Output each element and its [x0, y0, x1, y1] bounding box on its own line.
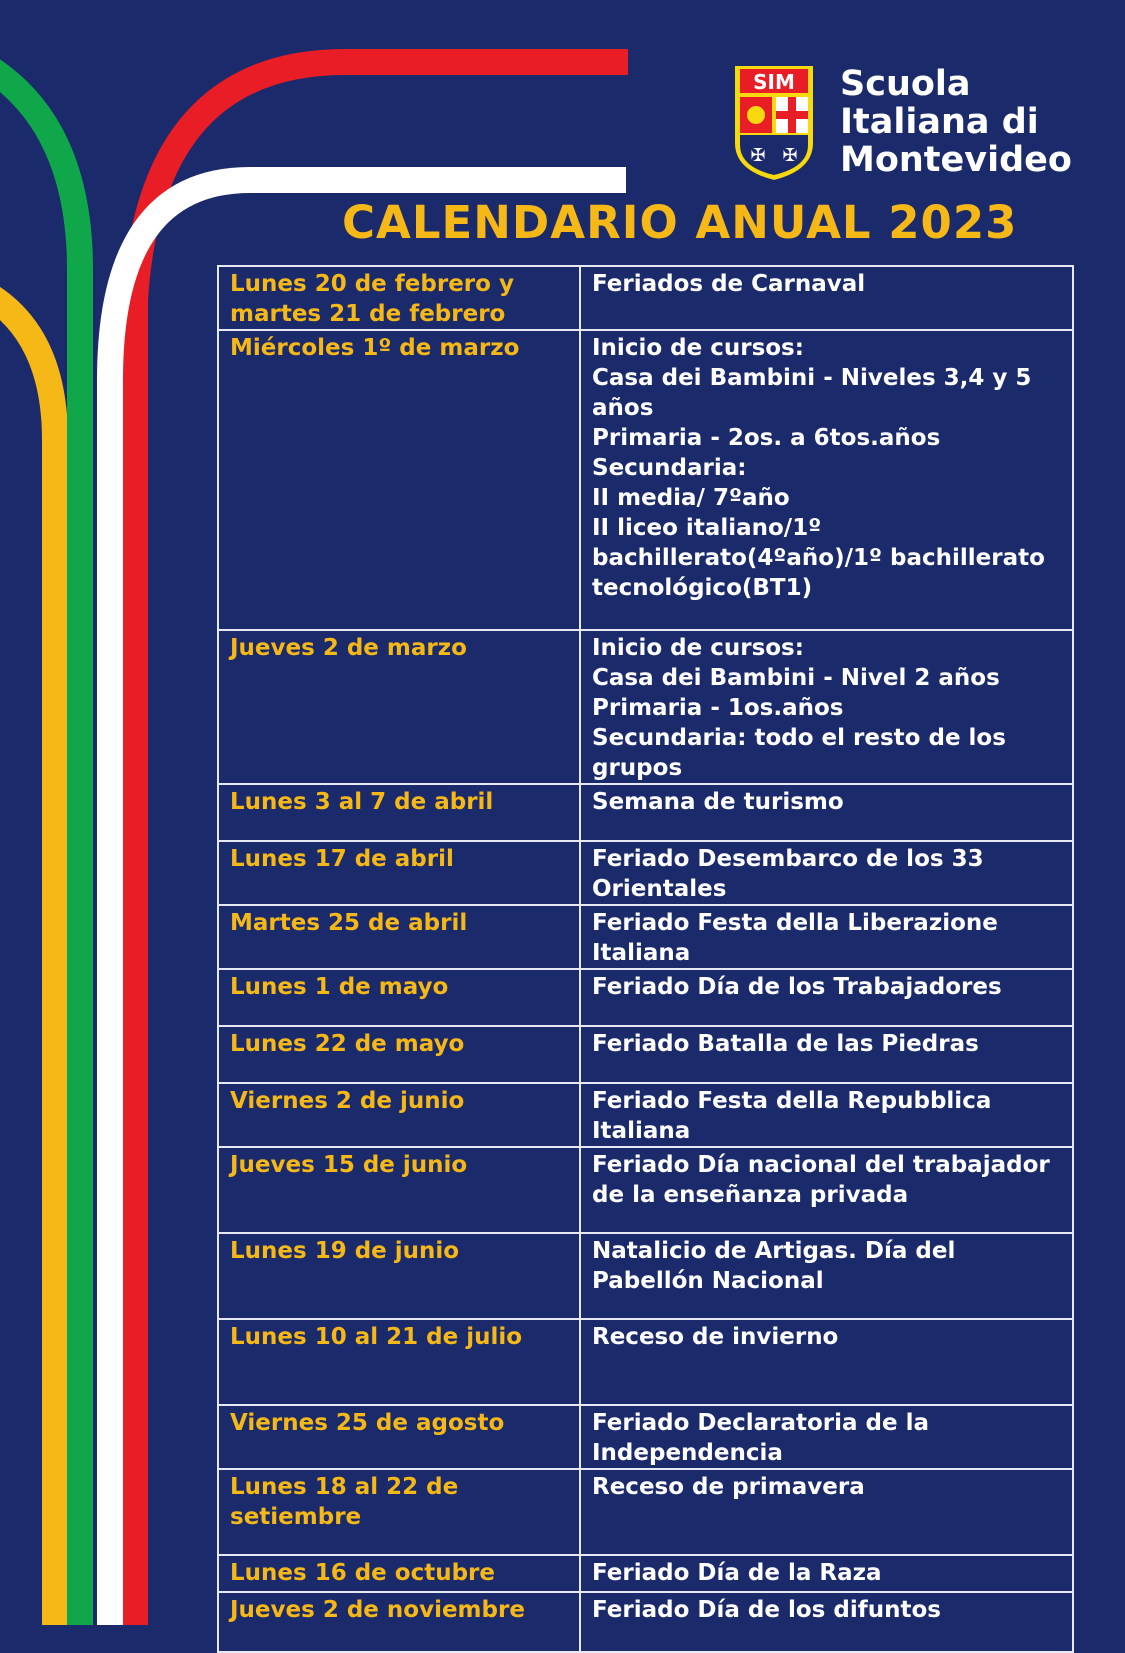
event-line: Feriado Día de la Raza	[592, 1560, 882, 1586]
date-cell	[218, 969, 580, 1026]
date-line: Lunes 22 de mayo	[230, 1031, 465, 1057]
event-line: Italiana	[592, 1118, 691, 1144]
event-cell	[580, 1319, 1073, 1405]
event-line: II liceo italiano/1º	[592, 515, 822, 541]
date-cell	[218, 1555, 580, 1592]
date-line: Jueves 15 de junio	[230, 1152, 468, 1178]
school-name	[840, 65, 1072, 179]
event-cell	[580, 905, 1073, 969]
date-line: Miércoles 1º de marzo	[230, 335, 520, 361]
date-line: Viernes 25 de agosto	[230, 1410, 505, 1436]
event-line: Casa dei Bambini - Niveles 3,4 y 5	[592, 365, 1032, 391]
date-cell	[218, 1469, 580, 1555]
event-line: Secundaria:	[592, 455, 747, 481]
event-line: grupos	[592, 755, 683, 781]
event-line: Feriado Desembarco de los 33	[592, 846, 984, 872]
event-line: Feriados de Carnaval	[592, 271, 866, 297]
event-cell	[580, 1147, 1073, 1233]
date-line: martes 21 de febrero	[230, 301, 506, 327]
event-line: Casa dei Bambini - Nivel 2 años	[592, 665, 1000, 691]
event-cell	[580, 1233, 1073, 1319]
date-line: Lunes 1 de mayo	[230, 974, 449, 1000]
table-row	[218, 1233, 1073, 1319]
event-cell	[580, 1083, 1073, 1147]
date-line: Lunes 20 de febrero y	[230, 271, 514, 297]
table-row	[218, 266, 1073, 330]
svg-text:✠: ✠	[782, 145, 798, 166]
yellow-stripe	[0, 290, 55, 1625]
event-cell	[580, 330, 1073, 630]
event-line: de la enseñanza privada	[592, 1182, 909, 1208]
date-line: Lunes 10 al 21 de julio	[230, 1324, 523, 1350]
date-line: Lunes 18 al 22 de	[230, 1474, 459, 1500]
date-cell	[218, 330, 580, 630]
event-cell	[580, 969, 1073, 1026]
event-cell	[580, 1026, 1073, 1083]
event-line: tecnológico(BT1)	[592, 575, 813, 601]
event-cell	[580, 1592, 1073, 1652]
table-row	[218, 905, 1073, 969]
table-row	[218, 1405, 1073, 1469]
event-line: Primaria - 2os. a 6tos.años	[592, 425, 941, 451]
logo-badge-text: SIM	[753, 70, 795, 94]
event-line: Inicio de cursos:	[592, 635, 804, 661]
event-cell	[580, 1469, 1073, 1555]
event-line: II media/ 7ºaño	[592, 485, 790, 511]
event-line: Receso de primavera	[592, 1474, 865, 1500]
event-line: Secundaria: todo el resto de los	[592, 725, 1006, 751]
date-cell	[218, 630, 580, 784]
event-line: Receso de invierno	[592, 1324, 839, 1350]
table-row	[218, 969, 1073, 1026]
event-line: Inicio de cursos:	[592, 335, 804, 361]
date-cell	[218, 1083, 580, 1147]
date-cell	[218, 1233, 580, 1319]
school-name-line-3: Montevideo	[840, 140, 1072, 180]
date-line: setiembre	[230, 1504, 362, 1530]
table-row	[218, 1319, 1073, 1405]
calendar-table	[217, 265, 1074, 1653]
table-row	[218, 1147, 1073, 1233]
date-line: Lunes 19 de junio	[230, 1238, 460, 1264]
school-crest-icon	[732, 63, 816, 183]
event-line: Feriado Día de los Trabajadores	[592, 974, 1002, 1000]
date-cell	[218, 1147, 580, 1233]
event-line: Primaria - 1os.años	[592, 695, 844, 721]
date-cell	[218, 1026, 580, 1083]
calendar-body	[218, 266, 1073, 1652]
event-cell	[580, 630, 1073, 784]
date-cell	[218, 841, 580, 905]
school-name-line-1: Scuola	[840, 64, 971, 104]
table-row	[218, 1592, 1073, 1652]
date-cell	[218, 1319, 580, 1405]
event-line: Pabellón Nacional	[592, 1268, 824, 1294]
event-line: bachillerato(4ºaño)/1º bachillerato	[592, 545, 1045, 571]
event-line: Feriado Declaratoria de la	[592, 1410, 930, 1436]
date-line: Lunes 3 al 7 de abril	[230, 789, 494, 815]
date-cell	[218, 905, 580, 969]
event-cell	[580, 1555, 1073, 1592]
date-line: Martes 25 de abril	[230, 910, 468, 936]
event-line: Natalicio de Artigas. Día del	[592, 1238, 956, 1264]
event-cell	[580, 266, 1073, 330]
event-line: Feriado Día nacional del trabajador	[592, 1152, 1050, 1178]
event-line: años	[592, 395, 654, 421]
event-line: Orientales	[592, 876, 727, 902]
svg-text:✠: ✠	[750, 145, 766, 166]
date-cell	[218, 784, 580, 841]
date-cell	[218, 1592, 580, 1652]
date-line: Jueves 2 de marzo	[230, 635, 467, 661]
school-logo	[732, 63, 1112, 183]
event-line: Feriado Festa della Liberazione	[592, 910, 998, 936]
table-row	[218, 1083, 1073, 1147]
date-line: Lunes 17 de abril	[230, 846, 454, 872]
date-cell	[218, 266, 580, 330]
event-line: Feriado Festa della Repubblica	[592, 1088, 992, 1114]
table-row	[218, 841, 1073, 905]
event-cell	[580, 841, 1073, 905]
date-line: Viernes 2 de junio	[230, 1088, 465, 1114]
event-cell	[580, 784, 1073, 841]
table-row	[218, 784, 1073, 841]
event-line: Independencia	[592, 1440, 783, 1466]
table-row	[218, 1469, 1073, 1555]
event-line: Semana de turismo	[592, 789, 844, 815]
event-line: Feriado Día de los difuntos	[592, 1597, 941, 1623]
table-row	[218, 1026, 1073, 1083]
table-row	[218, 1555, 1073, 1592]
event-line: Italiana	[592, 940, 691, 966]
school-name-line-2: Italiana di	[840, 102, 1039, 142]
date-line: Jueves 2 de noviembre	[230, 1597, 525, 1623]
event-cell	[580, 1405, 1073, 1469]
event-line: Feriado Batalla de las Piedras	[592, 1031, 979, 1057]
table-row	[218, 630, 1073, 784]
page-title: CALENDARIO ANUAL 2023	[342, 196, 1018, 249]
date-cell	[218, 1405, 580, 1469]
table-row	[218, 330, 1073, 630]
date-line: Lunes 16 de octubre	[230, 1560, 495, 1586]
